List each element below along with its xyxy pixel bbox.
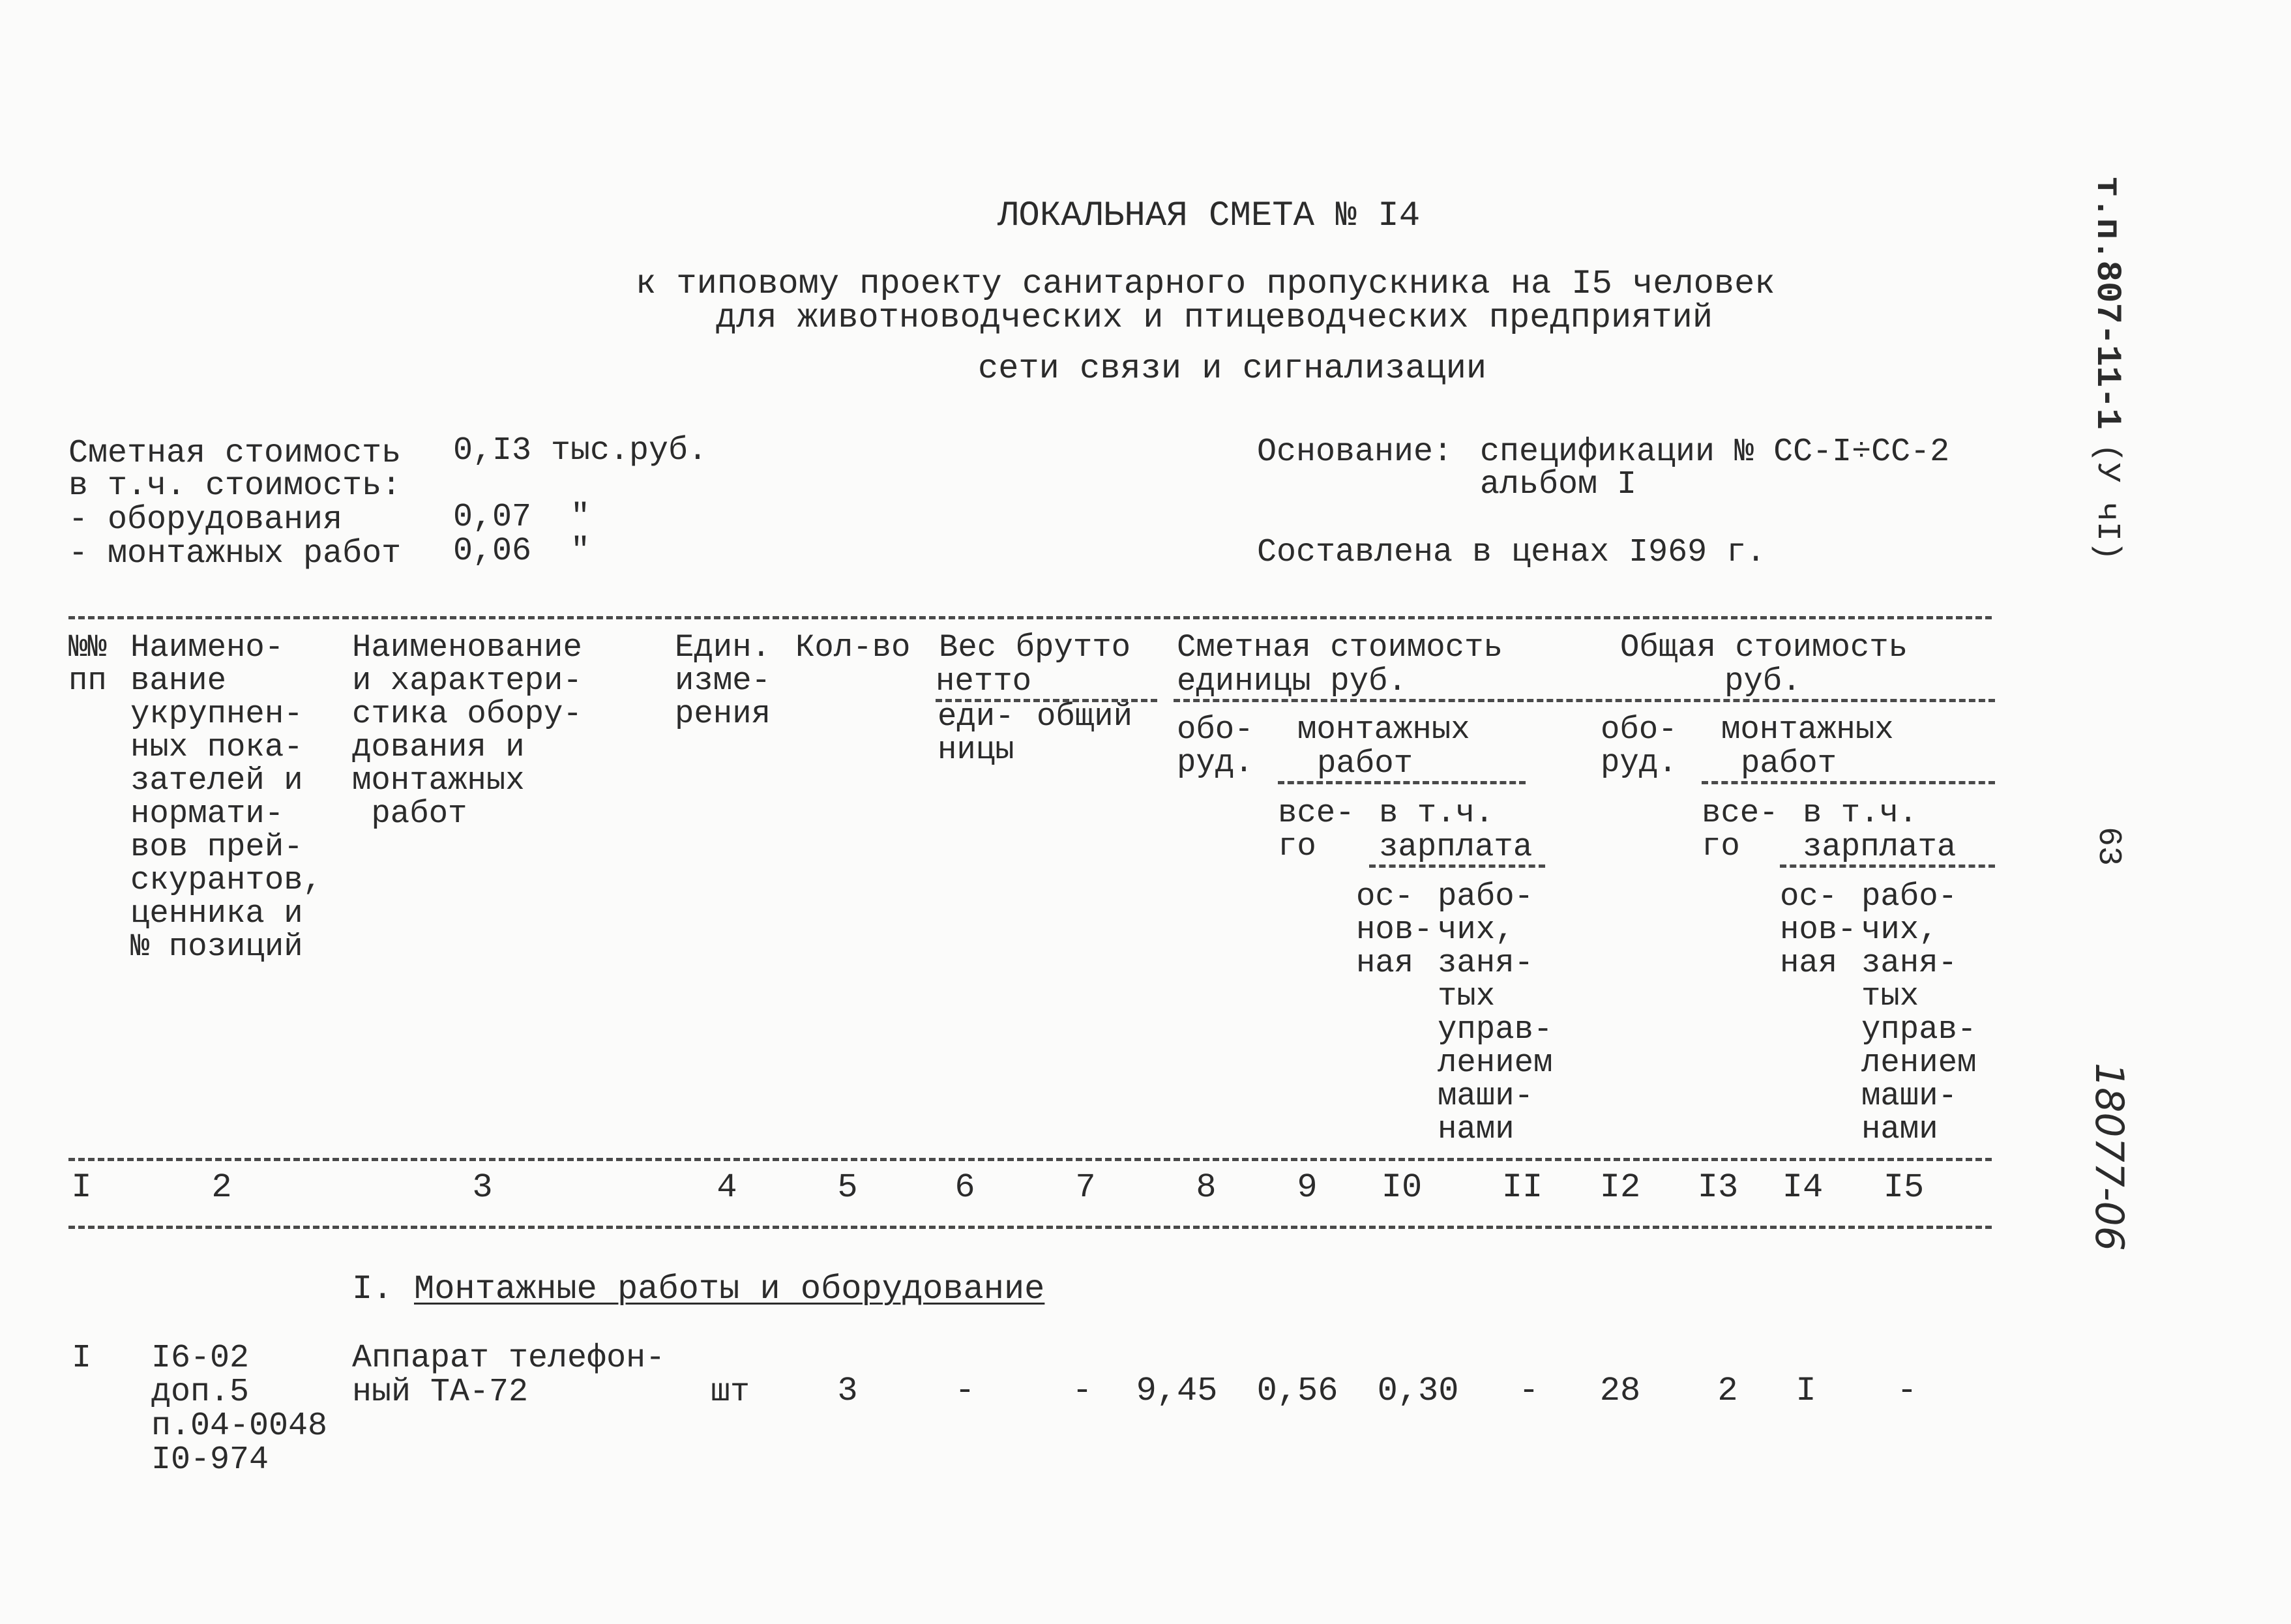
header-incl-unit: в т.ч. [1379,795,1494,831]
column-number: I0 [1381,1168,1423,1207]
header-col4: Един. изме- рения [675,629,771,732]
column-number: I [71,1168,92,1207]
subtitle-line-3: сети связи и сигнализации [978,349,1487,388]
basis-album: альбом I [1480,466,1637,503]
column-number: 6 [954,1168,975,1207]
header-cost-rule [1174,699,1995,702]
row-equip-total: 28 [1599,1372,1641,1410]
row-code: I6-02 доп.5 п.04-0048 I0-974 [151,1340,328,1479]
row-salary-basic: 0,30 [1377,1372,1459,1410]
header-basic-sum: ос- нов- ная [1780,878,1857,981]
header-col5: Кол-во [795,629,911,666]
row-number: I [72,1340,92,1377]
table-top-border [68,616,1992,619]
equipment-label: - оборудования [68,501,343,539]
column-number: 8 [1196,1168,1217,1207]
header-workers-sum: рабо- чих, заня- тых управ- лением маши- нами [1861,878,1977,1147]
header-basic-unit: ос- нов- ная [1356,878,1433,981]
header-total-sum: все- го [1702,795,1779,864]
row-weight-total: - [1072,1372,1093,1410]
margin-inventory-number: 18077-06 [2086,1063,2132,1251]
column-number: I3 [1697,1168,1739,1207]
column-number: I2 [1599,1168,1641,1207]
equipment-value: 0,07 " [453,499,591,536]
header-salary-sum: зарплата [1803,829,1957,865]
header-install-total: монтажных [1721,711,1894,748]
document-title: ЛОКАЛЬНАЯ СМЕТА № I4 [998,196,1421,236]
column-numbers-bottom-border [68,1226,1992,1229]
header-workers-unit: рабо- чих, заня- тых управ- лением маши- нами [1438,878,1553,1147]
column-number: 2 [211,1168,232,1207]
column-numbers-top-border [68,1158,1992,1161]
column-number: 4 [717,1168,737,1207]
price-level: Составлена в ценах I969 г. [1257,534,1766,571]
column-number: 3 [472,1168,493,1207]
column-number: II [1501,1168,1543,1207]
margin-page-number: 63 [2090,827,2127,866]
cost-label: Сметная стоимость [68,435,402,472]
margin-project-code: т.п.807-11-1 [2087,176,2127,430]
header-total-cost: Общая стоимость [1620,629,1908,666]
row-salary-basic-sum: I [1796,1372,1816,1410]
header-equip-unit: обо- руд. [1177,711,1254,781]
header-install-unit-rule [1278,781,1526,784]
basis-label: Основание: [1257,434,1453,471]
section-number: I. [352,1270,393,1308]
header-weight-net: нетто [936,663,1032,700]
install-label: - монтажных работ [68,535,402,572]
section-title: Монтажные работы и оборудование [414,1270,1045,1308]
header-col3: Наименование и характери- стика обору- дования и монтажных работ [352,629,582,832]
header-weight: Вес брутто [939,629,1131,666]
row-unit: шт [711,1374,750,1411]
subtitle-line-1: к типовому проекту санитарного пропускника на I5 человек [636,265,1775,303]
incl-label: в т.ч. стоимость: [68,467,402,505]
row-equip-unit: 9,45 [1136,1372,1218,1410]
row-install-total-sum: 2 [1717,1372,1738,1410]
header-install-unit: монтажных [1297,711,1470,748]
header-equip-total: обо- руд. [1601,711,1678,781]
row-name: Аппарат телефон- ный ТА-72 [352,1340,666,1411]
row-salary-machine-sum: - [1897,1372,1917,1410]
basis-spec: спецификации № СС-I÷СС-2 [1480,434,1950,471]
column-number: I4 [1782,1168,1824,1207]
header-col2: Наимено- вание укрупнен- ных пока- зателей и нормати- вов прей- скурантов, ценника и № позиций [130,629,323,965]
column-number: 7 [1075,1168,1096,1207]
row-weight-unit: - [954,1372,975,1410]
row-quantity: 3 [837,1372,858,1410]
header-incl-sum: в т.ч. [1803,795,1918,831]
column-number: 5 [837,1168,858,1207]
margin-part: (У чI) [2088,443,2125,561]
row-install-total: 0,56 [1256,1372,1338,1410]
header-total-cost-sub: руб. [1724,663,1801,700]
header-salary-sum-rule [1780,864,1995,868]
header-total-unit: все- го [1278,795,1355,864]
header-install-total-sub: работ [1741,745,1837,782]
row-salary-machine: - [1518,1372,1539,1410]
header-col1: №№ пп [68,629,107,699]
header-salary-unit: зарплата [1379,829,1533,865]
install-value: 0,06 " [453,533,591,570]
header-col6: еди- ницы [938,698,1014,768]
subtitle-line-2: для животноводческих и птицеводческих предприятий [716,299,1713,337]
cost-value: 0,I3 тыс.руб. [453,432,708,469]
header-install-unit-sub: работ [1317,745,1413,782]
header-salary-unit-rule [1369,864,1545,868]
header-install-total-rule [1702,781,1995,784]
header-unit-cost: Сметная стоимость [1177,629,1503,666]
header-col7: общий [1037,698,1133,735]
header-unit-cost-sub: единицы руб. [1177,663,1407,700]
column-number: I5 [1883,1168,1925,1207]
column-number: 9 [1297,1168,1318,1207]
